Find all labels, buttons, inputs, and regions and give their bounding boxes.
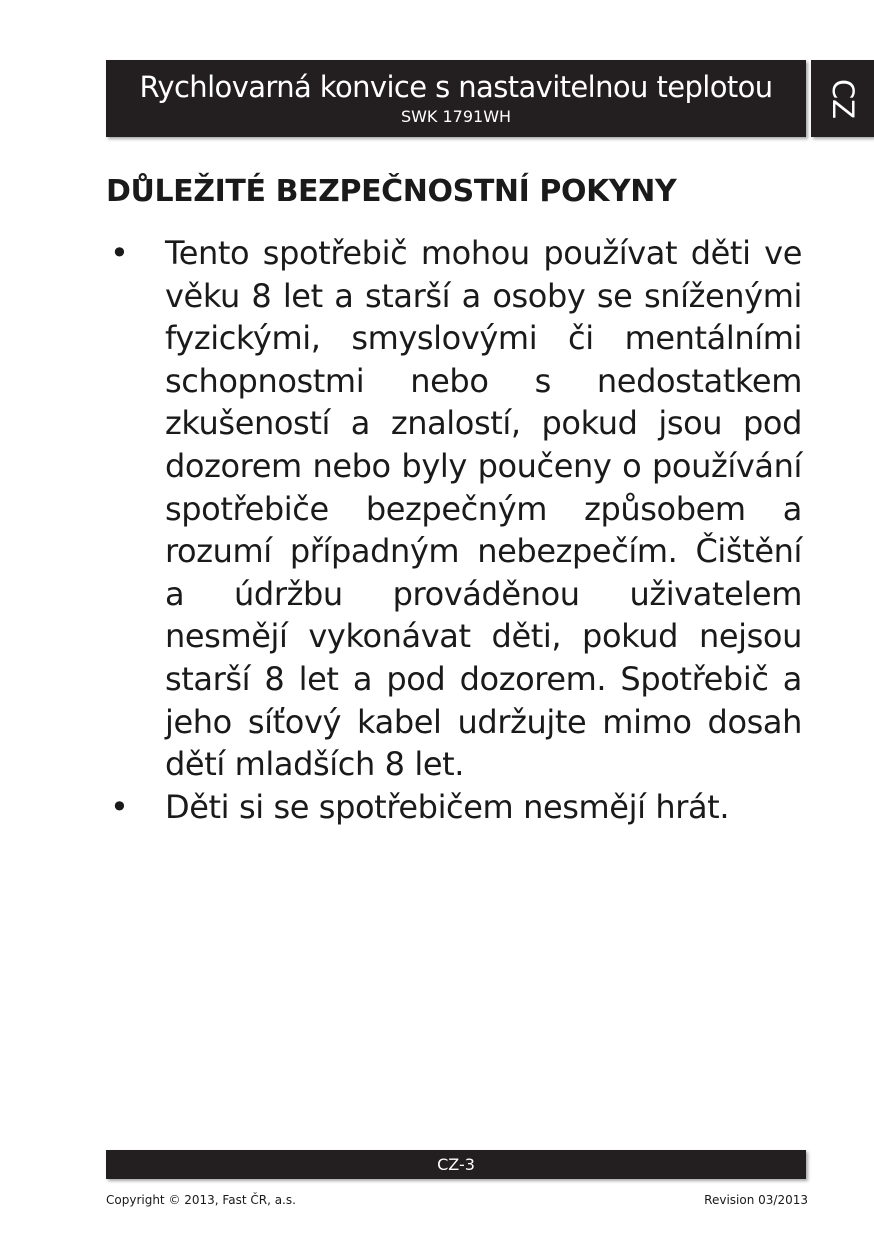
section-heading: DŮLEŽITÉ BEZPEČNOSTNÍ POKYNY <box>106 174 677 209</box>
language-tab <box>811 60 874 137</box>
bullet-icon: • <box>110 234 129 272</box>
copyright-notice: Copyright © 2013, Fast ČR, a.s. <box>106 1193 296 1207</box>
revision-label: Revision 03/2013 <box>704 1193 808 1207</box>
safety-instructions-list <box>106 232 802 828</box>
bullet-icon: • <box>110 787 129 826</box>
language-label: CZ <box>825 78 860 119</box>
document-title: Rychlovarná konvice s nastavitelnou teplotou <box>139 70 773 104</box>
page-number-bar <box>106 1150 806 1179</box>
model-number: SWK 1791WH <box>400 107 512 126</box>
page-number: CZ-3 <box>437 1155 475 1174</box>
list-item-text: Děti si se spotřebičem nesmějí hrát. <box>165 787 730 826</box>
header-bar <box>106 60 806 137</box>
list-item <box>106 786 802 829</box>
list-item-text: Tento spotřebič mohou používat děti ve věku 8 let a starší a osoby se sníženými fyzickými, smyslovými či mentálními schopnostmi nebo s nedostatkem zkušeností a znalostí, pokud jsou pod dozorem nebo byly poučeny o používání spotřebiče bezpečným způsobem a rozumí případným nebezpečím. Čištění a údržbu prováděnou uživatelem nesmějí vykonávat děti, pokud nejsou starší 8 let a pod dozorem. Spotřebič a jeho síťový kabel udržujte mimo dosah dětí mladších 8 let. <box>165 234 802 784</box>
list-item <box>106 232 802 786</box>
